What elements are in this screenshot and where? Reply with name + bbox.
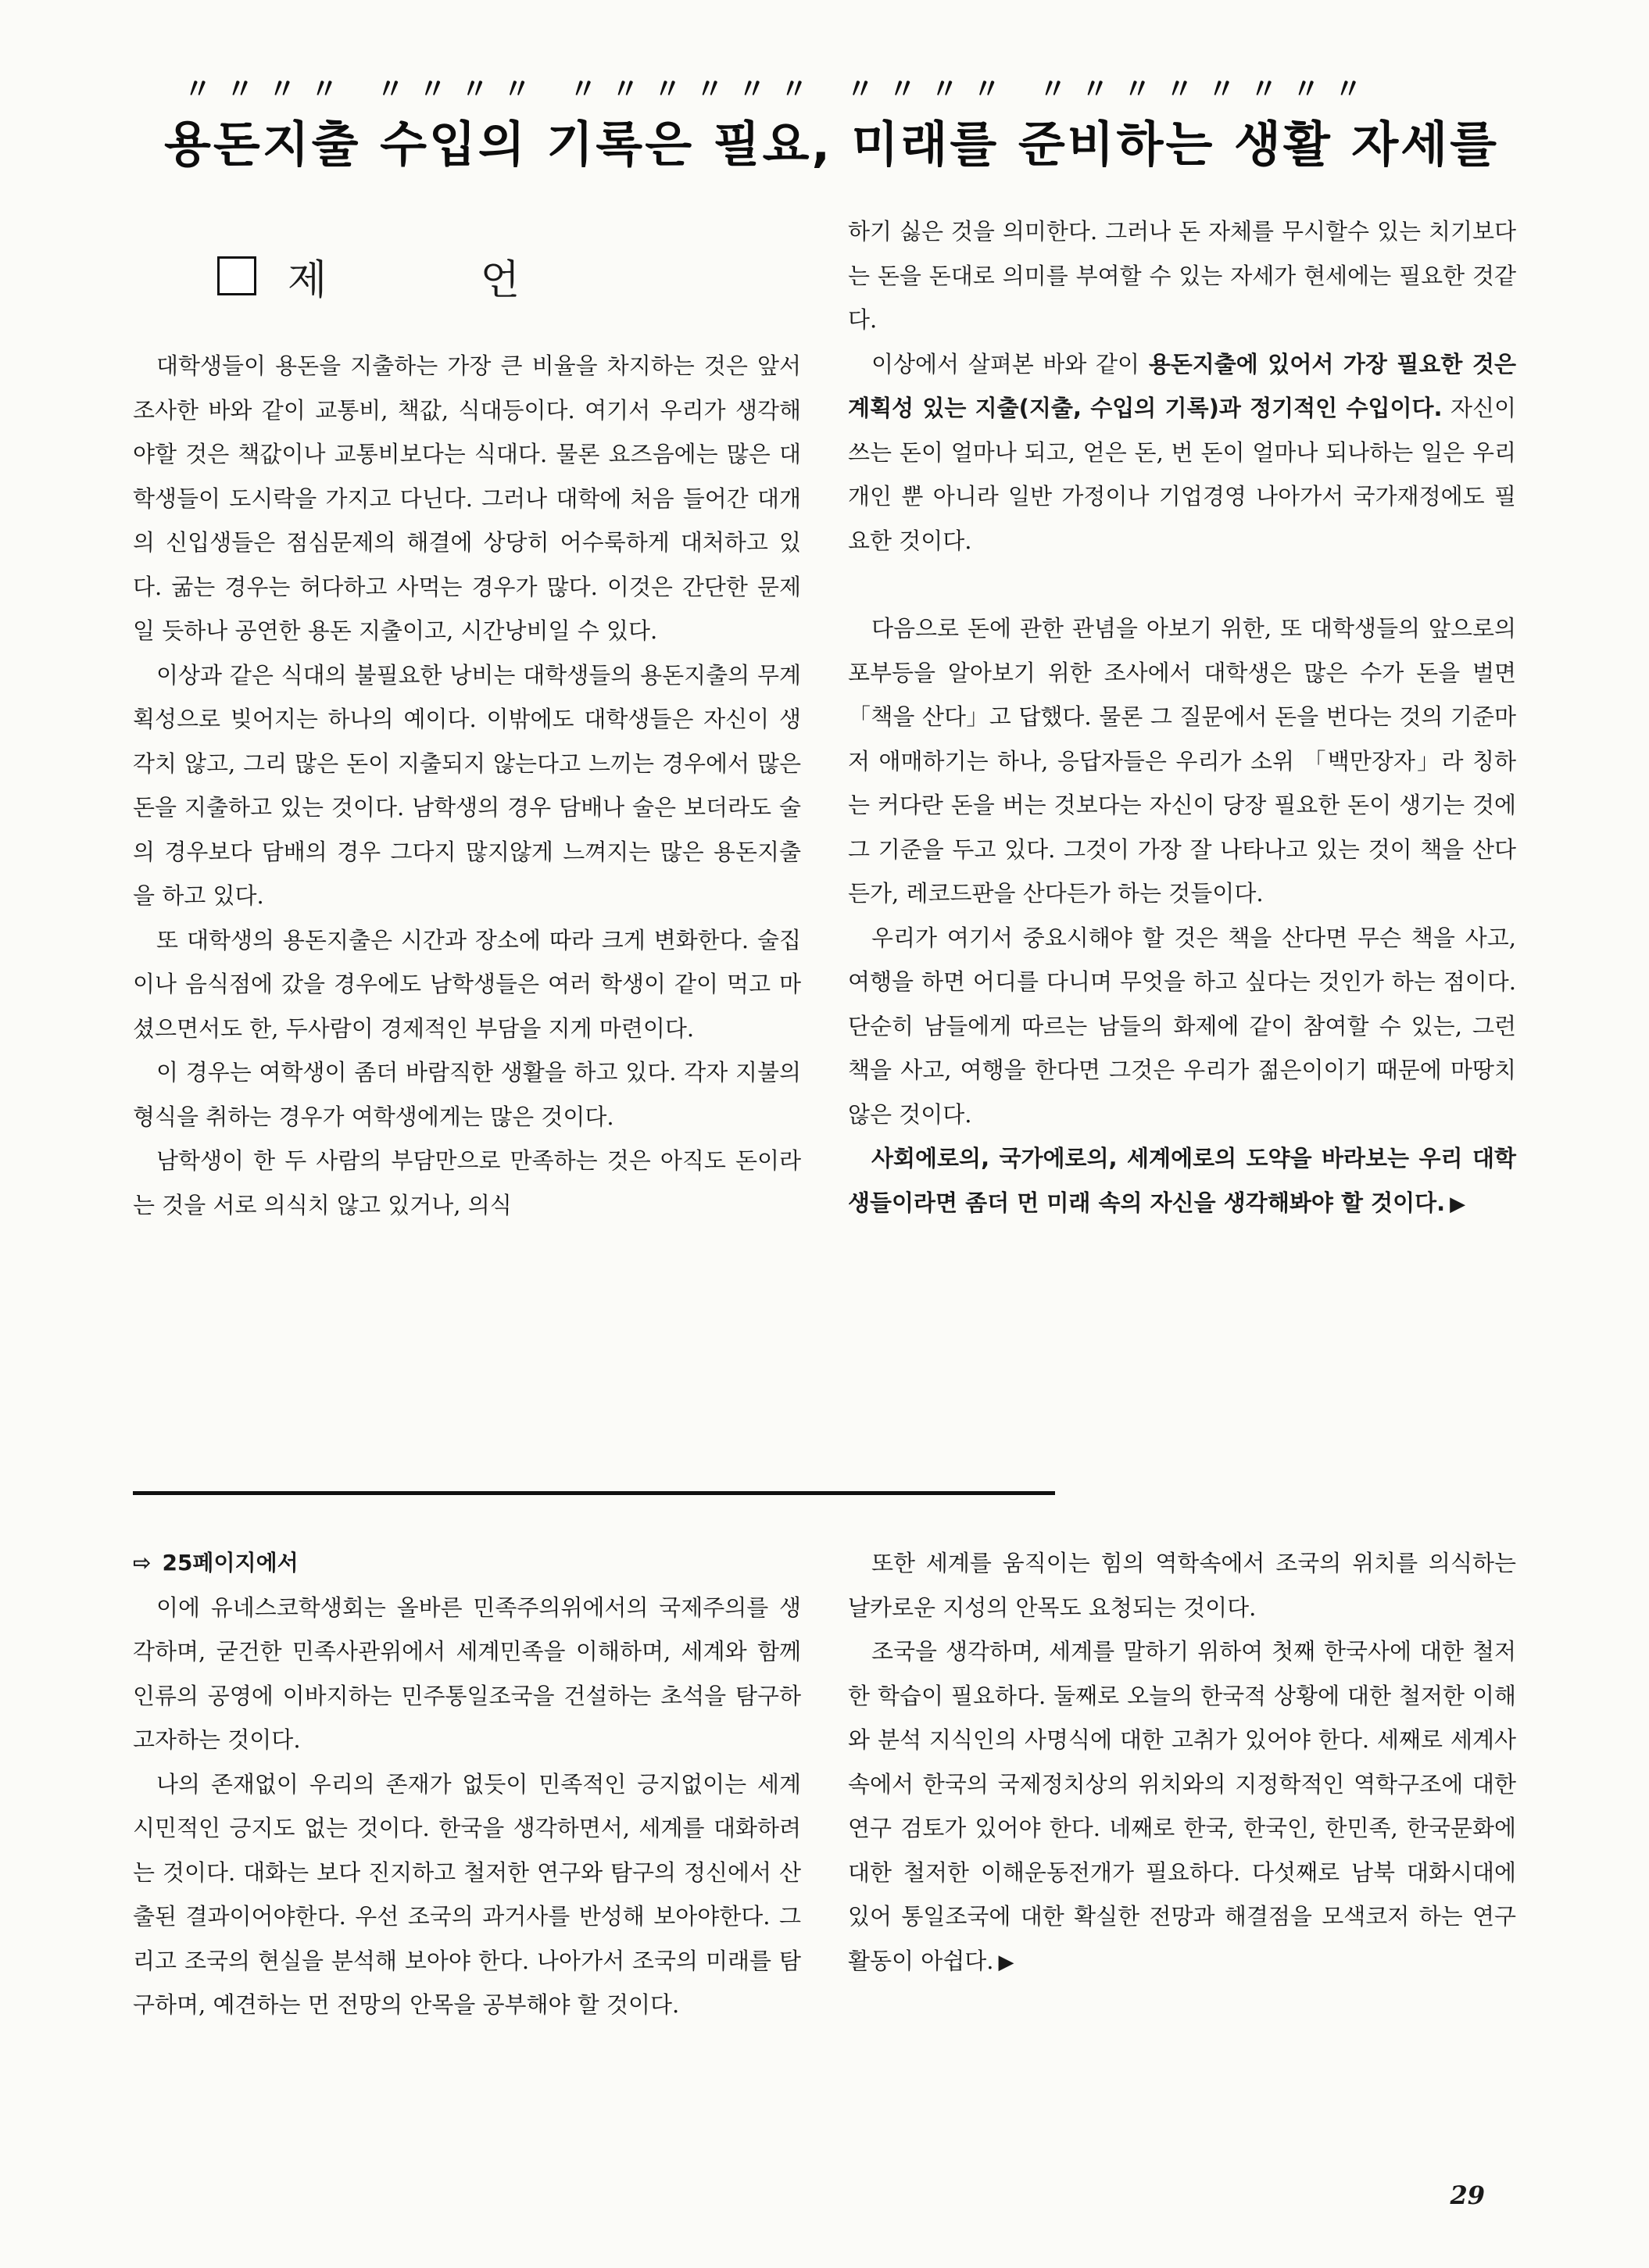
paragraph: 나의 존재없이 우리의 존재가 없듯이 민족적인 긍지없이는 세계 시민적인 긍지도 없는 것이다. 한국을 생각하면서, 세계를 대화하려는 것이다. 대화는 보다 진지하고 철저한 연구와 탐구의 정신에서 산출된 결과이어야한다. 우선 조국의 과거사를 반성해 보아야한다. 그리고 조국의 현실을 분석해 보아야 한다. 나아가서 조국의 미래를 탐구하며, 예견하는 먼 전망의 안목을 공부해야 할 것이다.: [133, 1770, 801, 2018]
summary-lead: 이상에서 살펴본 바와 같이: [871, 350, 1149, 377]
summary-emphasis: 용돈지출에 있어서 가장 필요한 것은 계획성 있는 지출(지출, 수입의 기록)과 정기적인 수입이다.: [848, 350, 1516, 421]
page-number: 29: [1450, 2180, 1485, 2210]
article-column-right-top: [848, 209, 1516, 1226]
section-heading-text: 제 언: [288, 256, 590, 304]
continued-from-reference: [133, 1541, 801, 1586]
paragraph: 대학생들이 용돈을 지출하는 가장 큰 비율을 차지하는 것은 앞서 조사한 바와 같이 교통비, 책값, 식대등이다. 여기서 우리가 생각해야할 것은 책값이나 교통비보다는 식대다. 물론 요즈음에는 많은 대학생들이 도시락을 가지고 다닌다. 그러나 대학에 처음 들어간 대개의 신입생들은 점심문제의 해결에 상당히 어수룩하게 대처하고 있다. 굶는 경우는 허다하고 사먹는 경우가 많다. 이것은 간단한 문제일 듯하나 공연한 용돈 지출이고, 시간낭비일 수 있다.: [133, 352, 801, 644]
paragraph: 또한 세계를 움직이는 힘의 역학속에서 조국의 위치를 의식하는 날카로운 지성의 안목도 요청되는 것이다.: [848, 1550, 1516, 1621]
paragraph: 이상과 같은 식대의 불필요한 낭비는 대학생들의 용돈지출의 무계획성으로 빚어지는 하나의 예이다. 이밖에도 대학생들은 자신이 생각치 않고, 그리 많은 돈이 지출되지 않는다고 느끼는 경우에서 많은 돈을 지출하고 있는 것이다. 남학생의 경우 담배나 술은 보더라도 술의 경우보다 담배의 경우 그다지 많지않게 느껴지는 많은 용돈지출을 하고 있다.: [133, 661, 801, 909]
end-triangle-icon: ▶: [1450, 1192, 1466, 1216]
conclusion-emphasis: 사회에로의, 국가에로의, 세계에로의 도약을 바라보는 우리 대학생들이라면 좀더 먼 미래 속의 자신을 생각해봐야 할 것이다.: [848, 1145, 1516, 1216]
paragraph-conclusion: [848, 1136, 1516, 1226]
end-triangle-icon: ▶: [998, 1950, 1014, 1974]
paragraph-summary: [848, 342, 1516, 563]
page-headline: 용돈지출 수입의 기록은 필요, 미래를 준비하는 생활 자세를: [164, 116, 1500, 173]
section-heading: [217, 249, 590, 303]
paragraph: 하기 싫은 것을 의미한다. 그러나 돈 자체를 무시할수 있는 치기보다는 돈을 돈대로 의미를 부여할 수 있는 자세가 현세에는 필요한 것같다.: [848, 218, 1516, 333]
paragraph-gap: [848, 563, 1516, 606]
article-column-left-bottom: [133, 1541, 801, 2027]
paragraph: [848, 1629, 1516, 1984]
section-divider: [133, 1491, 1055, 1495]
summary-rest: 자신이 쓰는 돈이 얼마나 되고, 얻은 돈, 번 돈이 얼마나 되나하는 일은 우리 개인 뿐 아니라 일반 가정이나 기업경영 나아가서 국가재정에도 필요한 것이다.: [848, 395, 1516, 554]
paragraph: 우리가 여기서 중요시해야 할 것은 책을 산다면 무슨 책을 사고, 여행을 하면 어디를 다니며 무엇을 하고 싶다는 것인가 하는 점이다. 단순히 남들에게 따르는 남들의 화제에 같이 참여할 수 있는, 그런 책을 사고, 여행을 한다면 그것은 우리가 젊은이이기 때문에 마땅치 않은 것이다.: [848, 924, 1516, 1128]
article-column-right-bottom: [848, 1541, 1516, 1984]
paragraph: 이 경우는 여학생이 좀더 바람직한 생활을 하고 있다. 각자 지불의 형식을 취하는 경우가 여학생에게는 많은 것이다.: [133, 1059, 801, 1130]
continued-from-label: 25페이지에서: [162, 1550, 299, 1576]
checkbox-square-icon: [217, 256, 256, 295]
paragraph: 남학생이 한 두 사람의 부담만으로 만족하는 것은 아직도 돈이라는 것을 서로 의식치 않고 있거나, 의식: [133, 1147, 801, 1218]
paragraph: 이에 유네스코학생회는 올바른 민족주의위에서의 국제주의를 생각하며, 굳건한 민족사관위에서 세계민족을 이해하며, 세계와 함께 인류의 공영에 이바지하는 민주통일조국을 건설하는 초석을 탐구하고자하는 것이다.: [133, 1594, 801, 1753]
article-column-left-top: [133, 344, 801, 1227]
paragraph-text: 조국을 생각하며, 세계를 말하기 위하여 첫째 한국사에 대한 철저한 학습이 필요하다. 둘째로 오늘의 한국적 상황에 대한 철저한 이해와 분석 지식인의 사명식에 대한 고취가 있어야 한다. 세째로 세계사속에서 한국의 국제정치상의 위치와의 지정학적인 역학구조에 대한 연구 검토가 있어야 한다. 네째로 한국, 한국인, 한민족, 한국문화에 대한 철저한 이해운동전개가 필요하다. 다섯째로 남북 대화시대에 있어 통일조국에 대한 확실한 전망과 해결점을 모색코저 하는 연구활동이 아쉽다.: [848, 1638, 1516, 1974]
paragraph: 다음으로 돈에 관한 관념을 아보기 위한, 또 대학생들의 앞으로의 포부등을 알아보기 위한 조사에서 대학생은 많은 수가 돈을 벌면 「책을 산다」고 답했다. 물론 그 질문에서 돈을 번다는 것의 기준마저 애매하기는 하나, 응답자들은 우리가 소위 「백만장자」라 칭하는 커다란 돈을 버는 것보다는 자신이 당장 필요한 돈이 생기는 것에 그 기준을 두고 있다. 그것이 가장 잘 나타나고 있는 것이 책을 산다든가, 레코드판을 산다든가 하는 것들이다.: [848, 615, 1516, 907]
decorative-quote-marks: 〃〃〃〃 〃〃〃〃 〃〃〃〃〃〃 〃〃〃〃 〃〃〃〃〃〃〃〃: [184, 73, 1377, 98]
right-arrow-icon: ⇨: [133, 1550, 152, 1576]
paragraph: 또 대학생의 용돈지출은 시간과 장소에 따라 크게 변화한다. 술집이나 음식점에 갔을 경우에도 남학생들은 여러 학생이 같이 먹고 마셨으면서도 한, 두사람이 경제적인 부담을 지게 마련이다.: [133, 926, 801, 1042]
